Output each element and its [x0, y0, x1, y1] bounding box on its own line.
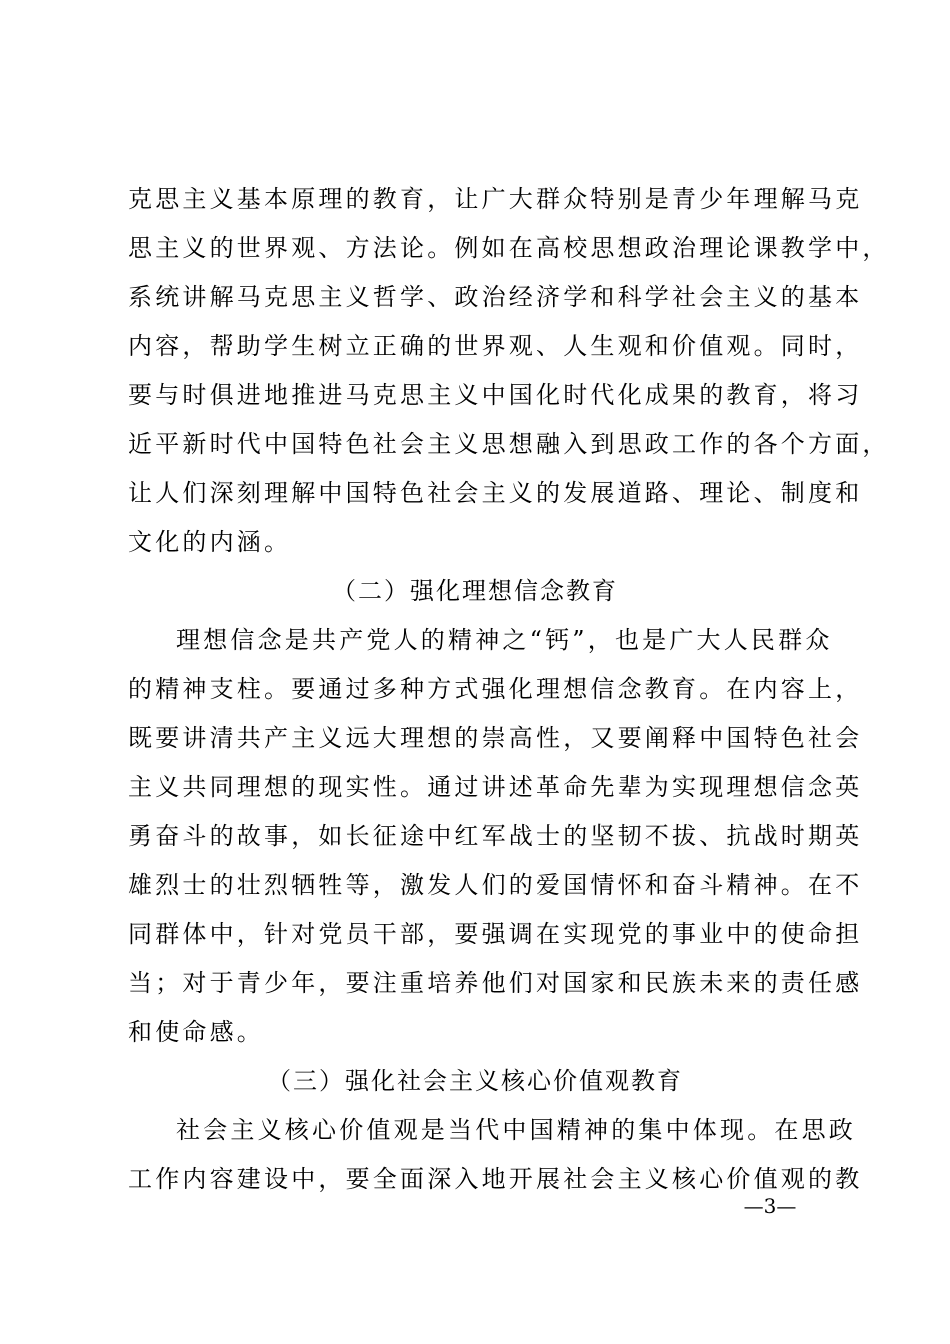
- body-text-line: 的精神支柱。要通过多种方式强化理想信念教育。在内容上，: [128, 675, 863, 703]
- body-text-line: 勇奋斗的故事，如长征途中红军战士的坚韧不拔、抗战时期英: [128, 822, 863, 850]
- body-text-line: 系统讲解马克思主义哲学、政治经济学和科学社会主义的基本: [128, 283, 863, 311]
- body-text-line: 理想信念是共产党人的精神之“钙”，也是广大人民群众: [176, 626, 833, 654]
- body-text-line: 同群体中，针对党员干部，要强调在实现党的事业中的使命担: [128, 920, 863, 948]
- body-text-line: 雄烈士的壮烈牺牲等，激发人们的爱国情怀和奋斗精神。在不: [128, 871, 863, 899]
- body-text-line: 当；对于青少年，要注重培养他们对国家和民族未来的责任感: [128, 969, 863, 997]
- body-text-line: 文化的内涵。: [128, 528, 292, 556]
- body-text-line: 思主义的世界观、方法论。例如在高校思想政治理论课教学中，: [128, 234, 890, 262]
- body-text-line: 克思主义基本原理的教育，让广大群众特别是青少年理解马克: [128, 185, 863, 213]
- body-text-line: 让人们深刻理解中国特色社会主义的发展道路、理论、制度和: [128, 479, 863, 507]
- section-heading-2: （二）强化理想信念教育: [332, 577, 618, 605]
- body-text-line: 既要讲清共产主义远大理想的崇高性，又要阐释中国特色社会: [128, 724, 863, 752]
- body-text-line: 和使命感。: [128, 1018, 264, 1046]
- body-text-line: 社会主义核心价值观是当代中国精神的集中体现。在思政: [176, 1116, 856, 1144]
- body-text-line: 要与时俱进地推进马克思主义中国化时代化成果的教育，将习: [128, 381, 863, 409]
- body-text-line: 内容，帮助学生树立正确的世界观、人生观和价值观。同时，: [128, 332, 863, 360]
- page-number: —3—: [743, 1194, 797, 1218]
- body-text-line: 主义共同理想的现实性。通过讲述革命先辈为实现理想信念英: [128, 773, 863, 801]
- body-text-line: 近平新时代中国特色社会主义思想融入到思政工作的各个方面，: [128, 430, 890, 458]
- body-text-line: 工作内容建设中，要全面深入地开展社会主义核心价值观的教: [128, 1165, 863, 1193]
- section-heading-3: （三）强化社会主义核心价值观教育: [267, 1067, 683, 1095]
